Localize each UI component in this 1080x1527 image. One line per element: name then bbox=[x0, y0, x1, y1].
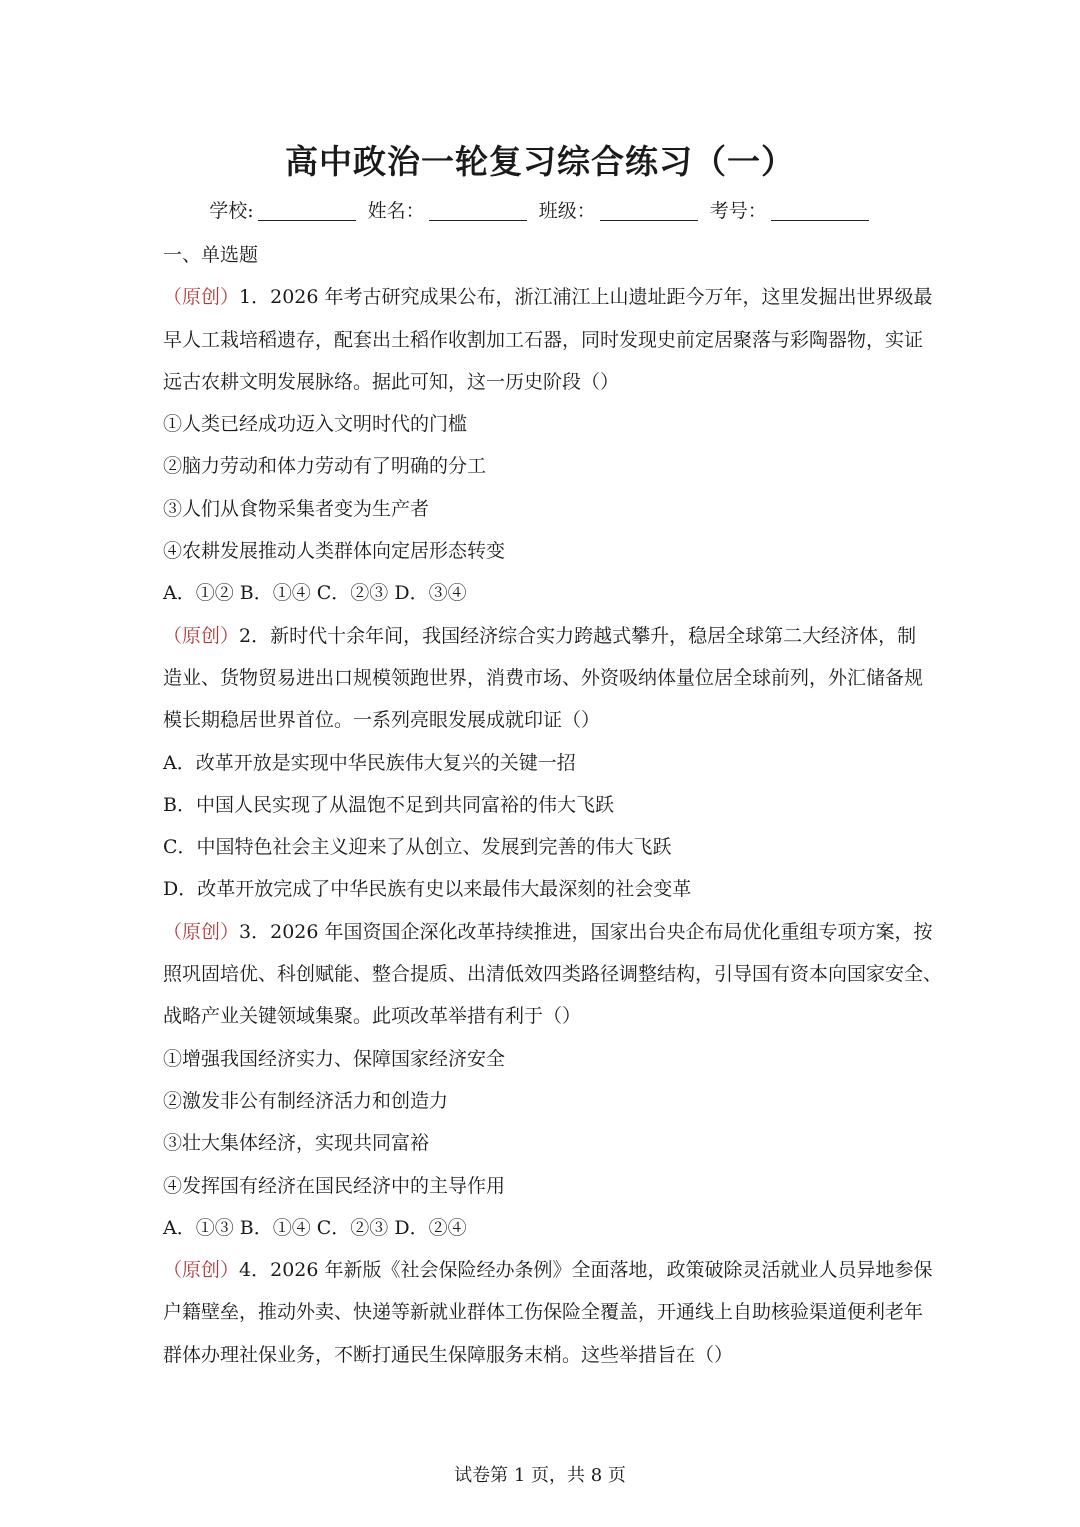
question-4 bbox=[163, 1249, 933, 1376]
option-line: ③人们从食物采集者变为生产者 bbox=[163, 497, 430, 520]
question-line: 战略产业关键领域集聚。此项改革举措有利于（） bbox=[163, 1005, 582, 1028]
question-2 bbox=[163, 615, 923, 911]
class-blank[interactable] bbox=[600, 220, 698, 221]
question-line: 群体办理社保业务，不断打通民生保障服务末梢。这些举措旨在（） bbox=[163, 1343, 734, 1366]
question-text: 3．2026 年国资国企深化改革持续推进，国家出台央企布局优化重组专项方案，按 bbox=[239, 920, 933, 943]
option-line: ③壮大集体经济，实现共同富裕 bbox=[163, 1132, 430, 1155]
school-blank[interactable] bbox=[258, 220, 356, 221]
option-line: ①人类已经成功迈入文明时代的门槛 bbox=[163, 413, 468, 436]
question-3 bbox=[163, 911, 943, 1249]
question-text: 1．2026 年考古研究成果公布，浙江浦江上山遗址距今万年，这里发掘出世界级最 bbox=[239, 286, 933, 309]
question-line bbox=[163, 1249, 933, 1291]
class-label: 班级： bbox=[538, 200, 596, 222]
page-title: 高中政治一轮复习综合练习（一） bbox=[285, 142, 795, 181]
original-tag: （原创） bbox=[163, 286, 240, 309]
option-line: A．改革开放是实现中华民族伟大复兴的关键一招 bbox=[163, 751, 576, 774]
student-info-row bbox=[0, 196, 1080, 223]
school-label: 学校: bbox=[209, 200, 254, 222]
question-content bbox=[163, 234, 943, 1376]
answer-choices: A．①③ B．①④ C．②③ D．②④ bbox=[163, 1216, 467, 1239]
question-line bbox=[163, 276, 933, 318]
name-label: 姓名： bbox=[367, 200, 425, 222]
answer-choices: A．①② B．①④ C．②③ D．③④ bbox=[163, 582, 467, 605]
question-line bbox=[163, 615, 923, 657]
section-heading: 一、单选题 bbox=[163, 244, 259, 266]
option-line: ②脑力劳动和体力劳动有了明确的分工 bbox=[163, 455, 487, 478]
name-blank[interactable] bbox=[429, 220, 527, 221]
option-line: C．中国特色社会主义迎来了从创立、发展到完善的伟大飞跃 bbox=[163, 836, 672, 859]
question-line: 远古农耕文明发展脉络。据此可知，这一历史阶段（） bbox=[163, 370, 620, 393]
option-line: ④发挥国有经济在国民经济中的主导作用 bbox=[163, 1174, 506, 1197]
question-line: 早人工栽培稻遗存，配套出土稻作收割加工石器，同时发现史前定居聚落与彩陶器物，实证 bbox=[163, 328, 924, 351]
page-footer: 试卷第 1 页，共 8 页 bbox=[454, 1465, 626, 1486]
question-line: 照巩固培优、科创赋能、整合提质、出清低效四类路径调整结构，引导国有资本向国家安全、 bbox=[163, 963, 943, 986]
question-text: 4．2026 年新版《社会保险经办条例》全面落地，政策破除灵活就业人员异地参保 bbox=[239, 1259, 933, 1282]
original-tag: （原创） bbox=[163, 624, 240, 647]
option-line: ①增强我国经济实力、保障国家经济安全 bbox=[163, 1047, 506, 1070]
option-line: B．中国人民实现了从温饱不足到共同富裕的伟大飞跃 bbox=[163, 793, 614, 816]
number-label: 考号： bbox=[709, 200, 767, 222]
number-blank[interactable] bbox=[771, 220, 869, 221]
question-1 bbox=[163, 276, 933, 614]
question-text: 2．新时代十余年间，我国经济综合实力跨越式攀升，稳居全球第二大经济体，制 bbox=[239, 624, 917, 647]
question-line bbox=[163, 911, 933, 953]
original-tag: （原创） bbox=[163, 1259, 240, 1282]
option-line: D．改革开放完成了中华民族有史以来最伟大最深刻的社会变革 bbox=[163, 878, 692, 901]
option-line: ④农耕发展推动人类群体向定居形态转变 bbox=[163, 540, 506, 563]
option-line: ②激发非公有制经济活力和创造力 bbox=[163, 1089, 449, 1112]
question-line: 模长期稳居世界首位。一系列亮眼发展成就印证（） bbox=[163, 709, 601, 732]
question-line: 造业、货物贸易进出口规模领跑世界，消费市场、外资吸纳体量位居全球前列，外汇储备规 bbox=[163, 666, 924, 689]
original-tag: （原创） bbox=[163, 920, 240, 943]
question-line: 户籍壁垒，推动外卖、快递等新就业群体工伤保险全覆盖，开通线上自助核验渠道便利老年 bbox=[163, 1301, 924, 1324]
